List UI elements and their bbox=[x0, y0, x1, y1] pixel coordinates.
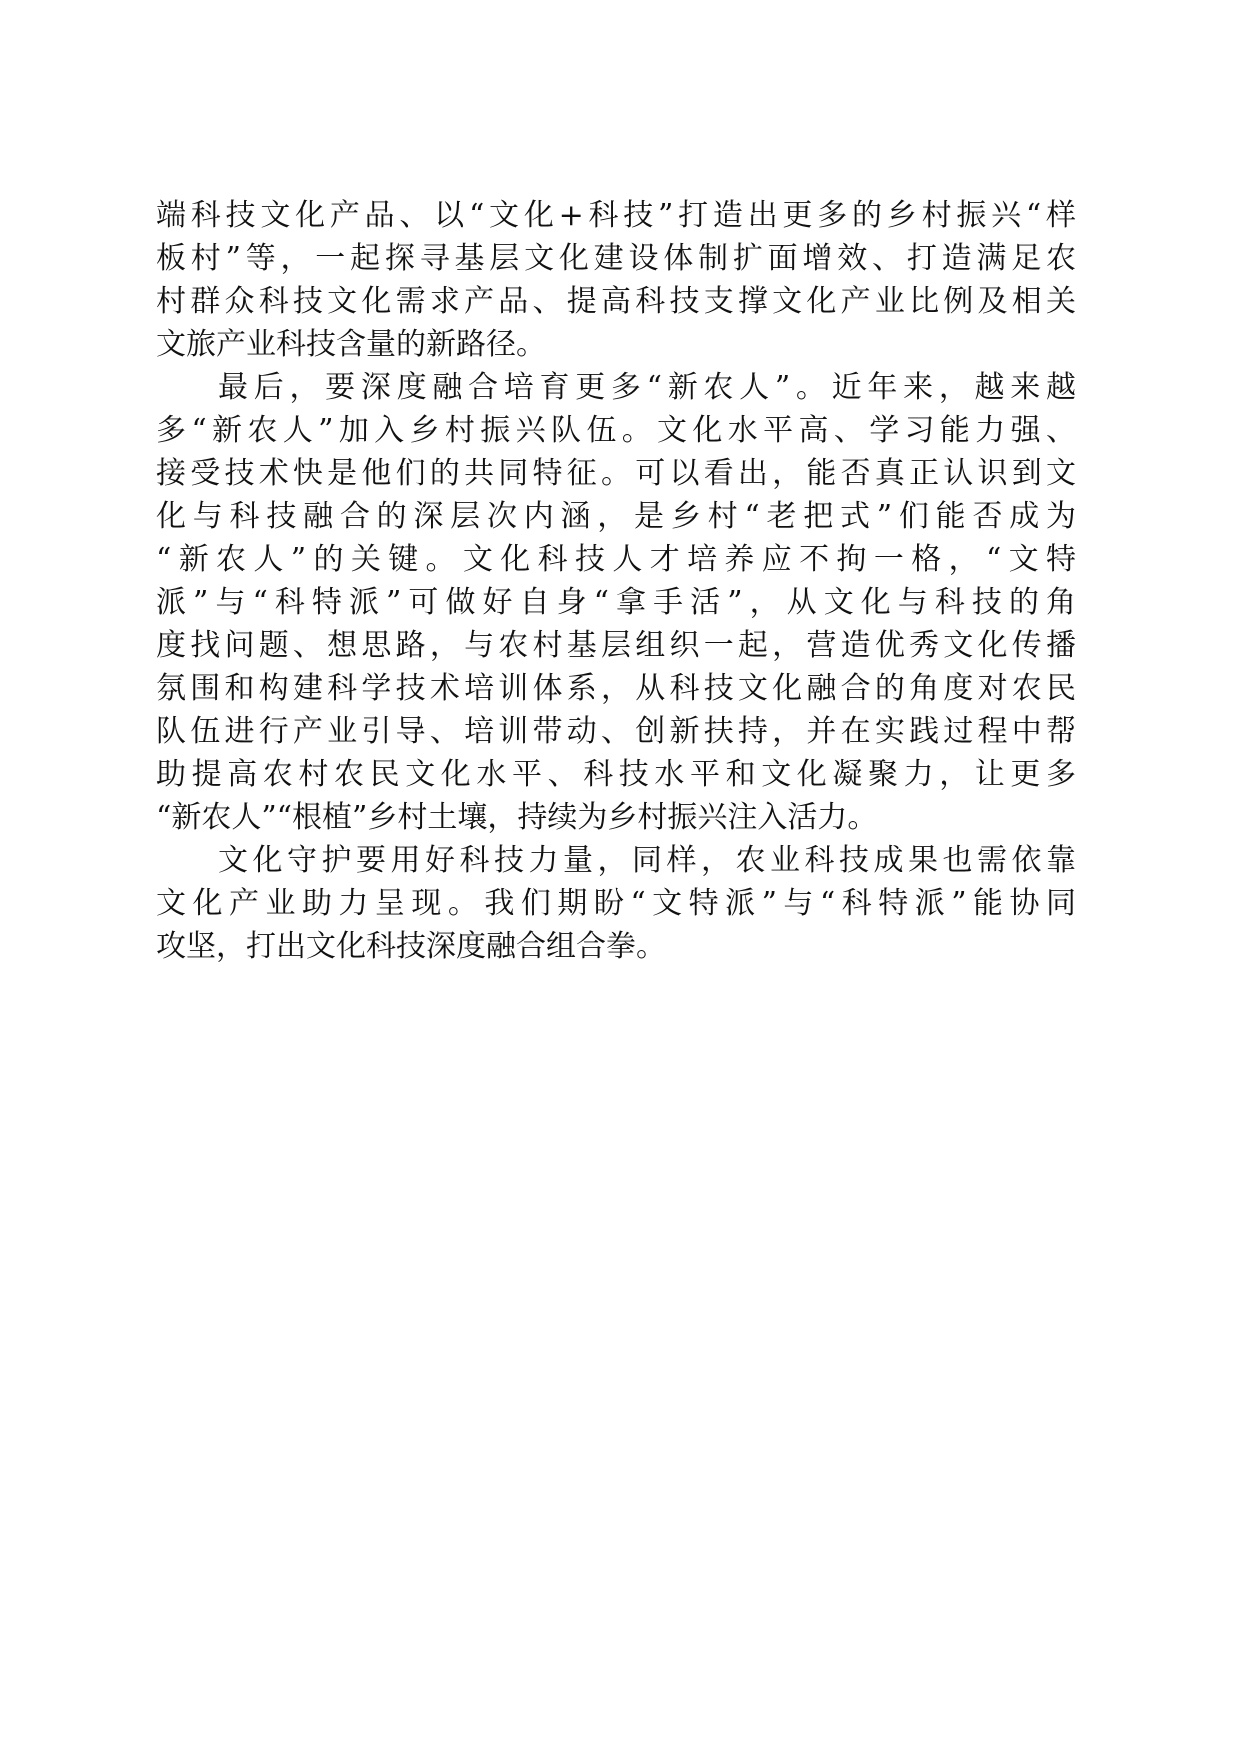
text-line: 度找问题、想思路，与农村基层组织一起，营造优秀文化传播 bbox=[156, 628, 1076, 663]
text-line: 文化产业助力呈现。我们期盼“文特派”与“科特派”能协同 bbox=[156, 886, 1076, 921]
text-line: 文旅产业科技含量的新路径。 bbox=[156, 327, 546, 362]
text-line: 村群众科技文化需求产品、提高科技支撑文化产业比例及相关 bbox=[156, 284, 1076, 319]
text-line: 氛围和构建科学技术培训体系，从科技文化融合的角度对农民 bbox=[156, 671, 1076, 706]
text-line: 多“新农人”加入乡村振兴队伍。文化水平高、学习能力强、 bbox=[156, 413, 1076, 448]
text-line: 最后，要深度融合培育更多“新农人”。近年来，越来越 bbox=[218, 370, 1076, 405]
text-line: 接受技术快是他们的共同特征。可以看出，能否真正认识到文 bbox=[156, 456, 1076, 491]
text-line: 化与科技融合的深层次内涵，是乡村“老把式”们能否成为 bbox=[156, 499, 1076, 534]
text-line: 攻坚，打出文化科技深度融合组合拳。 bbox=[156, 929, 666, 964]
paragraph-2 bbox=[156, 366, 1076, 839]
document-body bbox=[156, 194, 1076, 968]
text-line: “新农人”的关键。文化科技人才培养应不拘一格，“文特 bbox=[156, 542, 1076, 577]
text-line: 端科技文化产品、以“文化+科技”打造出更多的乡村振兴“样 bbox=[156, 198, 1076, 233]
text-line: 文化守护要用好科技力量，同样，农业科技成果也需依靠 bbox=[218, 843, 1076, 878]
text-line: 助提高农村农民文化水平、科技水平和文化凝聚力，让更多 bbox=[156, 757, 1076, 792]
text-line: 派”与“科特派”可做好自身“拿手活”，从文化与科技的角 bbox=[156, 585, 1076, 620]
paragraph-3 bbox=[156, 839, 1076, 968]
paragraph-1 bbox=[156, 194, 1076, 366]
text-line: 板村”等，一起探寻基层文化建设体制扩面增效、打造满足农 bbox=[156, 241, 1076, 276]
text-line: 队伍进行产业引导、培训带动、创新扶持，并在实践过程中帮 bbox=[156, 714, 1076, 749]
text-line: “新农人”“根植”乡村土壤，持续为乡村振兴注入活力。 bbox=[156, 800, 878, 835]
